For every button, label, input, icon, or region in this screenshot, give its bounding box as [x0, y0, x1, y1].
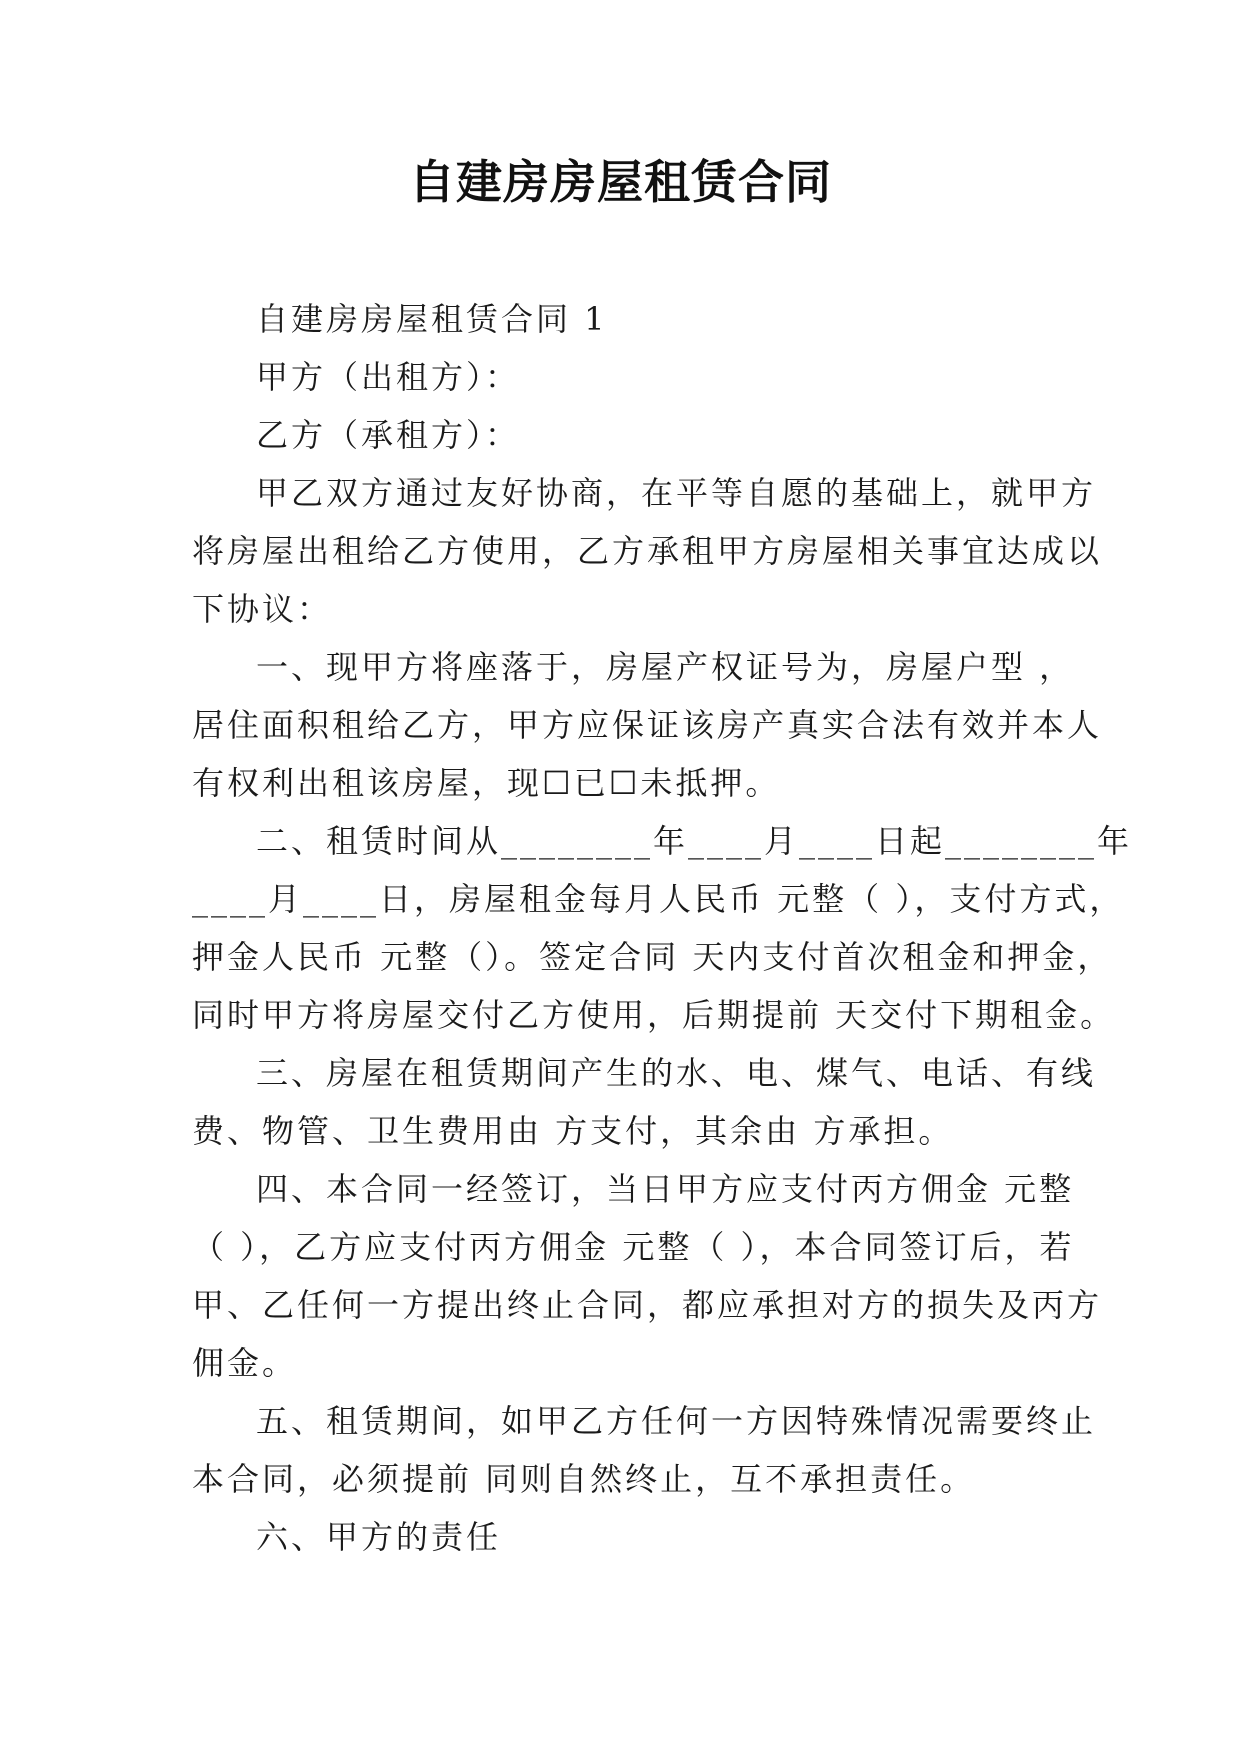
text-line: 押金人民币 元整（）。签定合同 天内支付首次租金和押金，: [192, 938, 1113, 976]
text-line: 自建房房屋租赁合同 1: [256, 300, 608, 338]
paragraph-clause-6: [192, 1508, 1060, 1566]
document-title: 自建房房屋租赁合同: [409, 155, 832, 209]
text-line: 费、物管、卫生费用由 方支付，其余由 方承担。: [192, 1112, 954, 1150]
text-line: 佣金。: [192, 1344, 298, 1382]
paragraph-clause-3: [192, 1044, 1097, 1160]
paragraph-clause-4: [192, 1160, 1103, 1392]
text-line: ____月____日，房屋租金每月人民币 元整（ ），支付方式，: [192, 880, 1125, 918]
text-line: 三、房屋在租赁期间产生的水、电、煤气、电话、有线: [256, 1054, 1097, 1092]
text-line: 二、租赁时间从________年____月____日起________年: [256, 822, 1133, 860]
text-line: 一、现甲方将座落于，房屋产权证号为，房屋户型 ，: [256, 648, 1075, 686]
document-body: [192, 290, 1133, 1566]
text-line: 四、本合同一经签订，当日甲方应支付丙方佣金 元整: [256, 1170, 1075, 1208]
text-line: 甲乙双方通过友好协商，在平等自愿的基础上，就甲方: [256, 474, 1097, 512]
text-line: 五、租赁期间，如甲乙方任何一方因特殊情况需要终止: [256, 1402, 1097, 1440]
paragraph-preamble: [192, 464, 1103, 638]
paragraph-party-b: [192, 406, 1060, 464]
text-line: 将房屋出租给乙方使用，乙方承租甲方房屋相关事宜达成以: [192, 532, 1103, 570]
text-line: 本合同，必须提前 同则自然终止，互不承担责任。: [192, 1460, 976, 1498]
text-line: 有权利出租该房屋，现☐已☐未抵押。: [192, 764, 781, 802]
text-line: 乙方（承租方）：: [256, 416, 521, 454]
paragraph-heading: [192, 290, 1060, 348]
paragraph-clause-1: [192, 638, 1103, 812]
paragraph-clause-2: [192, 812, 1133, 1044]
paragraph-party-a: [192, 348, 1060, 406]
text-line: 下协议：: [192, 590, 333, 628]
text-line: 甲方（出租方）：: [256, 358, 521, 396]
text-line: 居住面积租给乙方，甲方应保证该房产真实合法有效并本人: [192, 706, 1103, 744]
text-line: 同时甲方将房屋交付乙方使用，后期提前 天交付下期租金。: [192, 996, 1116, 1034]
text-line: （ ），乙方应支付丙方佣金 元整（ ），本合同签订后，若: [192, 1228, 1075, 1266]
paragraph-clause-5: [192, 1392, 1097, 1508]
text-line: 甲、乙任何一方提出终止合同，都应承担对方的损失及丙方: [192, 1286, 1103, 1324]
text-line: 六、甲方的责任: [256, 1518, 502, 1556]
